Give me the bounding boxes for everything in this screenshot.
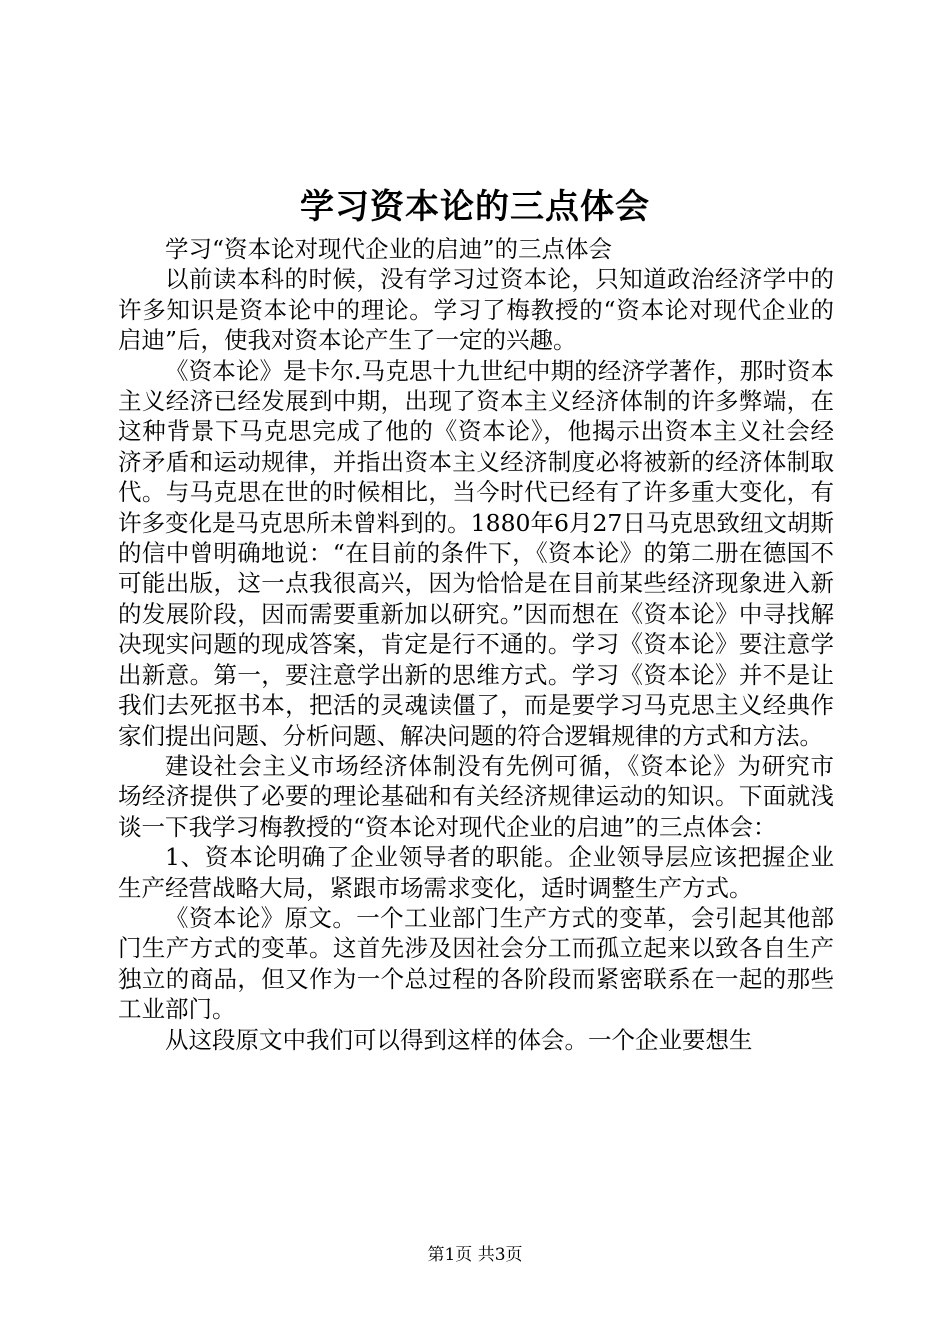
paragraph: 《资本论》原文。一个工业部门生产方式的变革，会引起其他部门生产方式的变革。这首先涉及因社会分工而孤立起来以致各自生产独立的商品，但又作为一个总过程的各阶段而紧密联系在一起的那些工业部门。 <box>118 903 834 1024</box>
paragraph: 1、资本论明确了企业领导者的职能。企业领导层应该把握企业生产经营战略大局，紧跟市场需求变化，适时调整生产方式。 <box>118 843 834 902</box>
paragraph: 以前读本科的时候，没有学习过资本论，只知道政治经济学中的许多知识是资本论中的理论。学习了梅教授的“资本论对现代企业的启迪”后，使我对资本论产生了一定的兴趣。 <box>118 265 834 355</box>
paragraph: 建设社会主义市场经济体制没有先例可循，《资本论》为研究市场经济提供了必要的理论基础和有关经济规律运动的知识。下面就浅谈一下我学习梅教授的“资本论对现代企业的启迪”的三点体会： <box>118 751 834 841</box>
paragraph-subtitle: 学习“资本论对现代企业的启迪”的三点体会 <box>165 235 613 263</box>
paragraph: 《资本论》是卡尔.马克思十九世纪中期的经济学著作，那时资本主义经济已经发展到中期，出现了资本主义经济体制的许多弊端，在这种背景下马克思完成了他的《资本论》，他揭示出资本主义社会经济矛盾和运动规律，并指出资本主义经济制度必将被新的经济体制取代。与马克思在世的时候相比，当今时代已经有了许多重大变化，有许多变化是马克思所未曾料到的。1880年6月27日马克思致纽文胡斯的信中曾明确地说：“在目前的条件下，《资本论》的第二册在德国不可能出版，这一点我很高兴，因为恰恰是在目前某些经济现象进入新的发展阶段，因而需要重新加以研究。”因而想在《资本论》中寻找解决现实问题的现成答案，肯定是行不通的。学习《资本论》要注意学出新意。第一，要注意学出新的思维方式。学习《资本论》并不是让我们去死抠书本，把活的灵魂读僵了，而是要学习马克思主义经典作家们提出问题、分析问题、解决问题的符合逻辑规律的方式和方法。 <box>118 356 834 750</box>
document-title: 学习资本论的三点体会 <box>300 187 650 227</box>
page-footer: 第1页 共3页 <box>427 1245 523 1265</box>
document-body <box>118 234 834 1055</box>
paragraph: 从这段原文中我们可以得到这样的体会。一个企业要想生 <box>165 1025 753 1054</box>
